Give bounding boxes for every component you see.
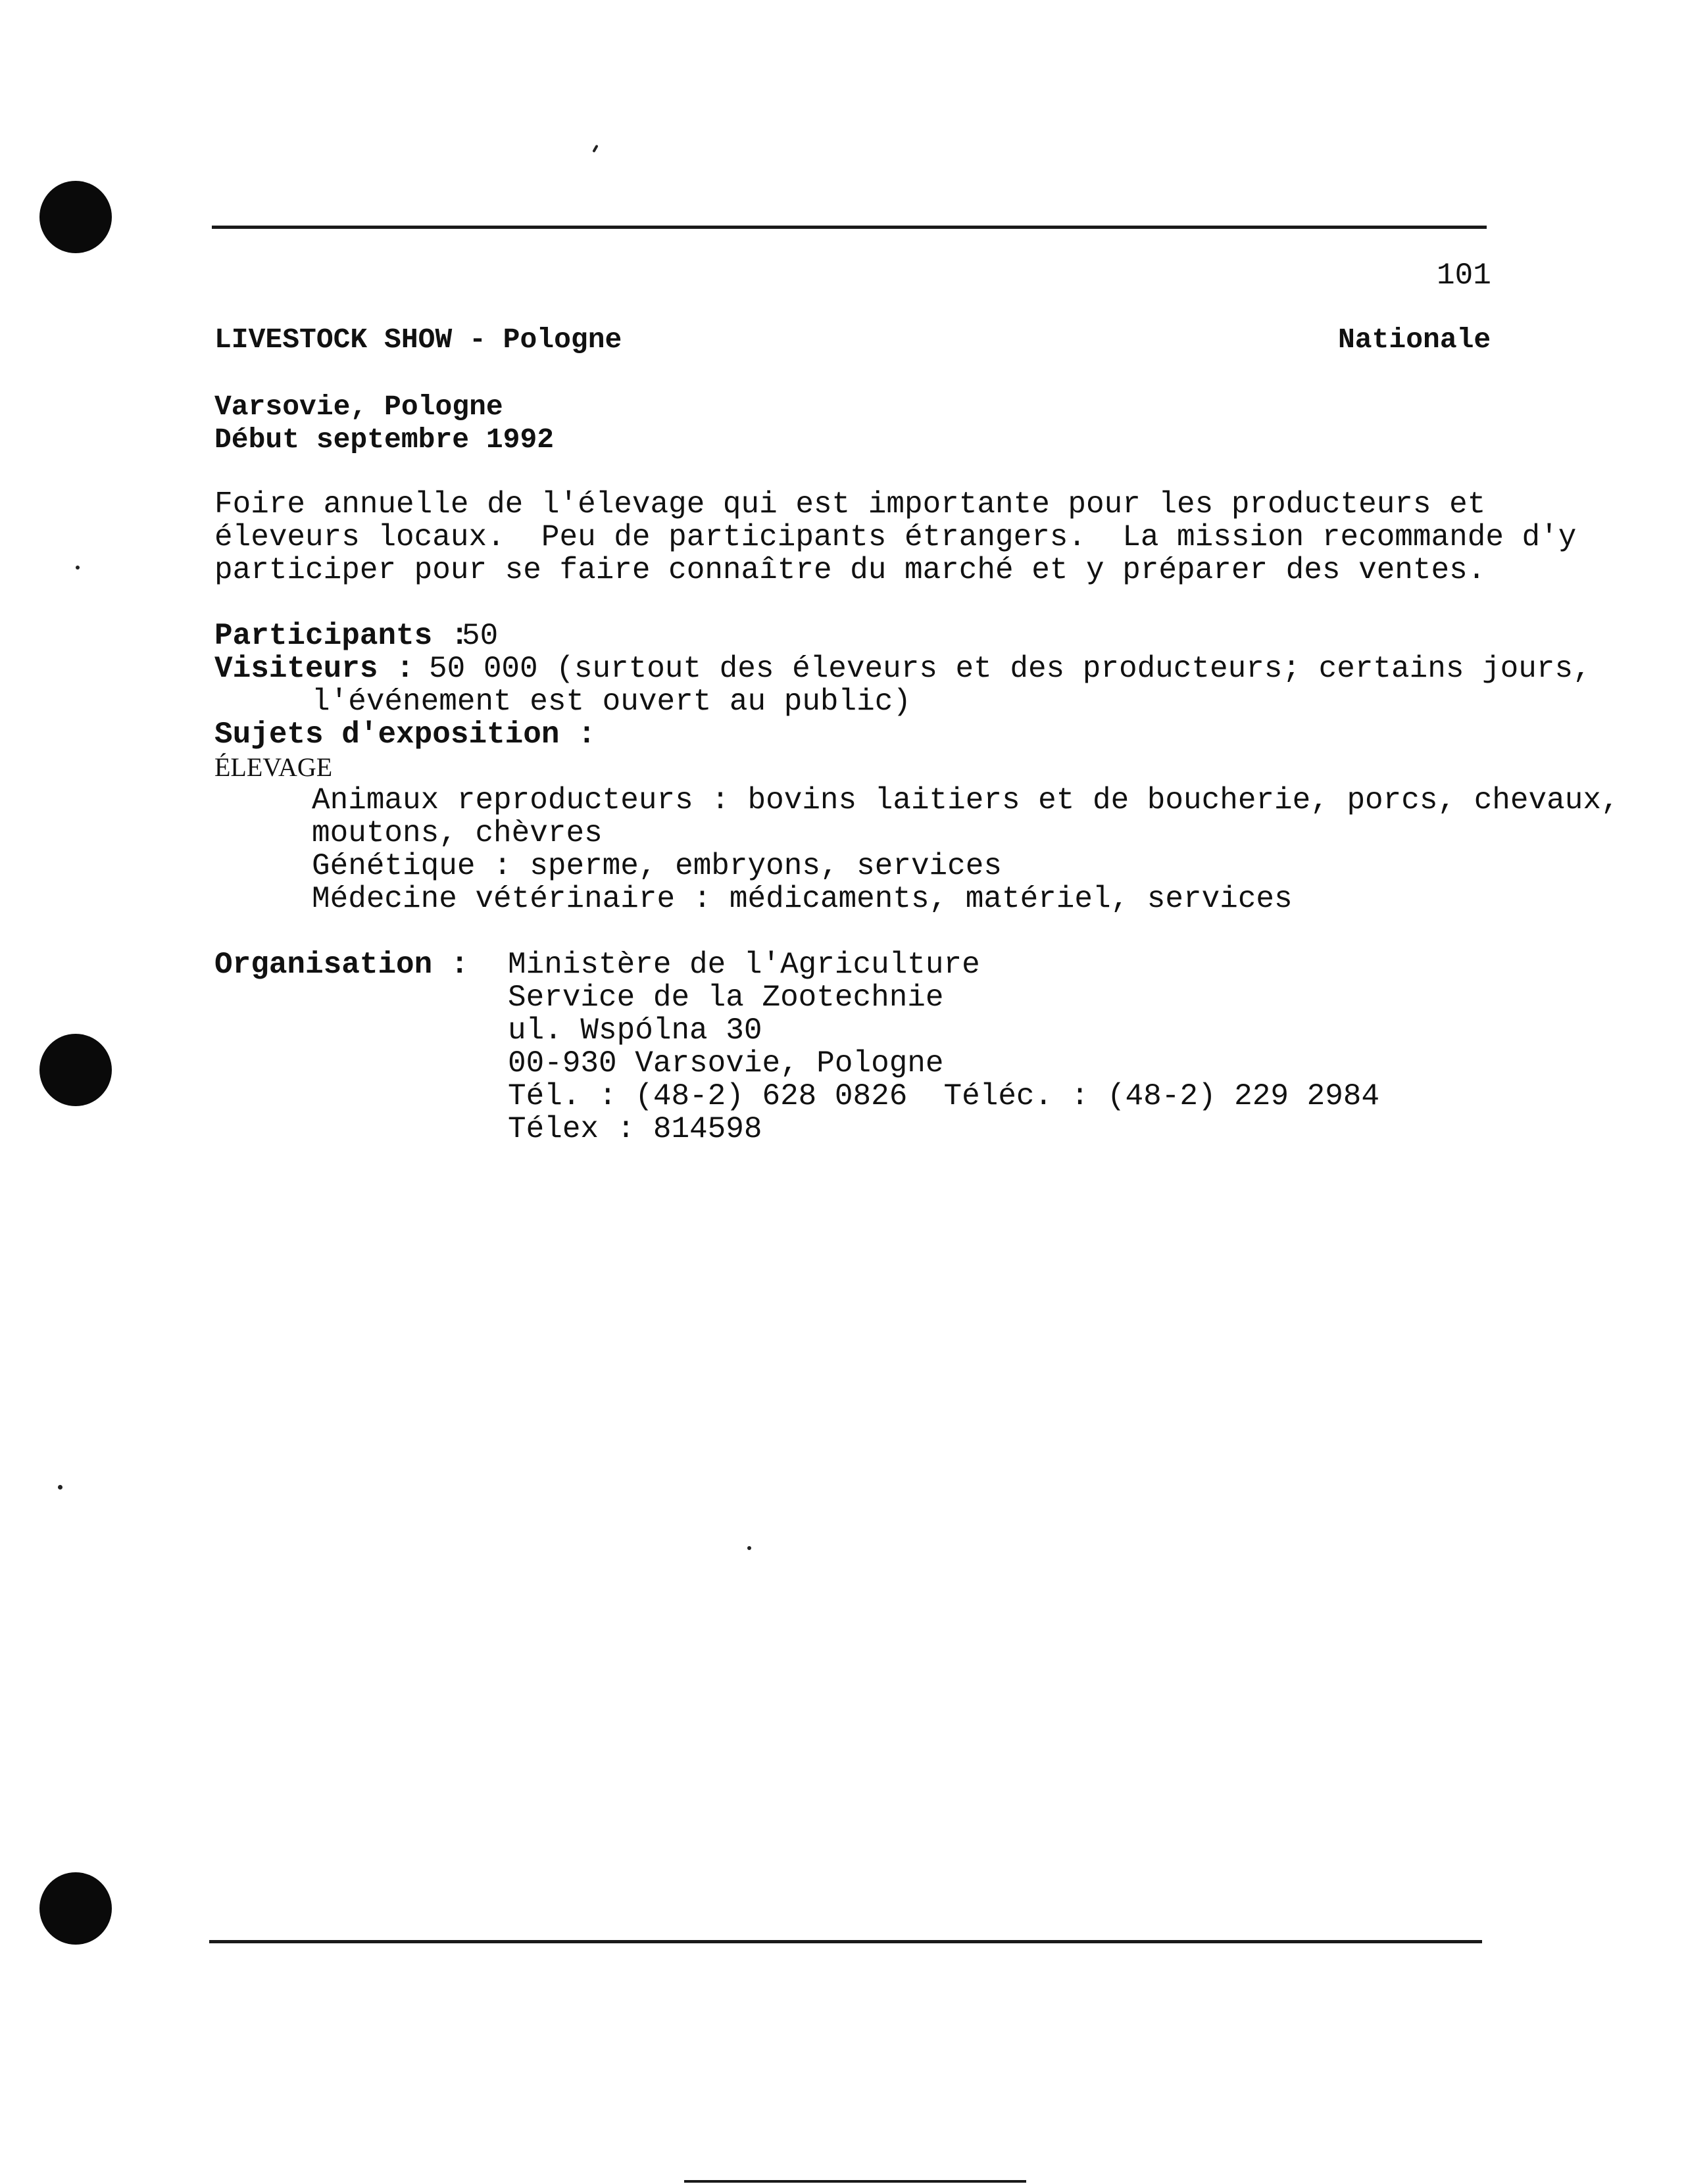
subjects-label: Sujets d'exposition : — [214, 717, 596, 752]
visitors-label: Visiteurs : — [214, 652, 414, 686]
subject-item: Médecine vétérinaire : médicaments, matériel, services — [312, 882, 1293, 916]
binder-hole-top — [39, 181, 112, 253]
show-date: Début septembre 1992 — [214, 424, 555, 456]
binder-hole-bottom — [39, 1872, 112, 1945]
organisation-line: ul. Wspólna 30 — [508, 1013, 762, 1048]
organisation-phone-fax: Tél. : (48-2) 628 0826 Téléc. : (48-2) 229 2984 — [508, 1079, 1380, 1113]
participants-label: Participants : — [214, 619, 469, 653]
scan-speck — [58, 1485, 62, 1490]
description-line: éleveurs locaux. Peu de participants étrangers. La mission recommande d'y — [214, 520, 1577, 554]
bottom-rule — [209, 1940, 1482, 1943]
page-number: 101 — [1437, 258, 1491, 293]
organisation-line: 00-930 Varsovie, Pologne — [508, 1046, 944, 1080]
show-scope: Nationale — [1338, 324, 1491, 356]
scan-speck — [592, 145, 598, 153]
scan-speck — [747, 1546, 751, 1550]
subject-item: Animaux reproducteurs : bovins laitiers et de boucherie, porcs, chevaux, — [312, 783, 1620, 817]
subject-item: moutons, chèvres — [312, 816, 603, 850]
organisation-telex: Télex : 814598 — [508, 1112, 762, 1146]
participants-value: 50 — [462, 619, 499, 653]
show-location: Varsovie, Pologne — [214, 391, 503, 423]
description-line: Foire annuelle de l'élevage qui est importante pour les producteurs et — [214, 487, 1486, 522]
organisation-line: Ministère de l'Agriculture — [508, 948, 980, 982]
organisation-label: Organisation : — [214, 948, 469, 982]
visitors-value: 50 000 (surtout des éleveurs et des producteurs; certains jours, — [429, 652, 1591, 686]
top-rule — [212, 226, 1487, 229]
description-line: participer pour se faire connaître du marché et y préparer des ventes. — [214, 553, 1486, 587]
subjects-category: ÉLEVAGE — [214, 752, 333, 782]
show-title: LIVESTOCK SHOW - Pologne — [214, 324, 622, 356]
subject-item: Génétique : sperme, embryons, services — [312, 849, 1002, 883]
binder-hole-middle — [39, 1034, 112, 1106]
visitors-value-continued: l'événement est ouvert au public) — [312, 685, 911, 719]
organisation-line: Service de la Zootechnie — [508, 981, 944, 1015]
footer-rule-fragment — [684, 2180, 1026, 2183]
scan-speck — [76, 566, 80, 570]
